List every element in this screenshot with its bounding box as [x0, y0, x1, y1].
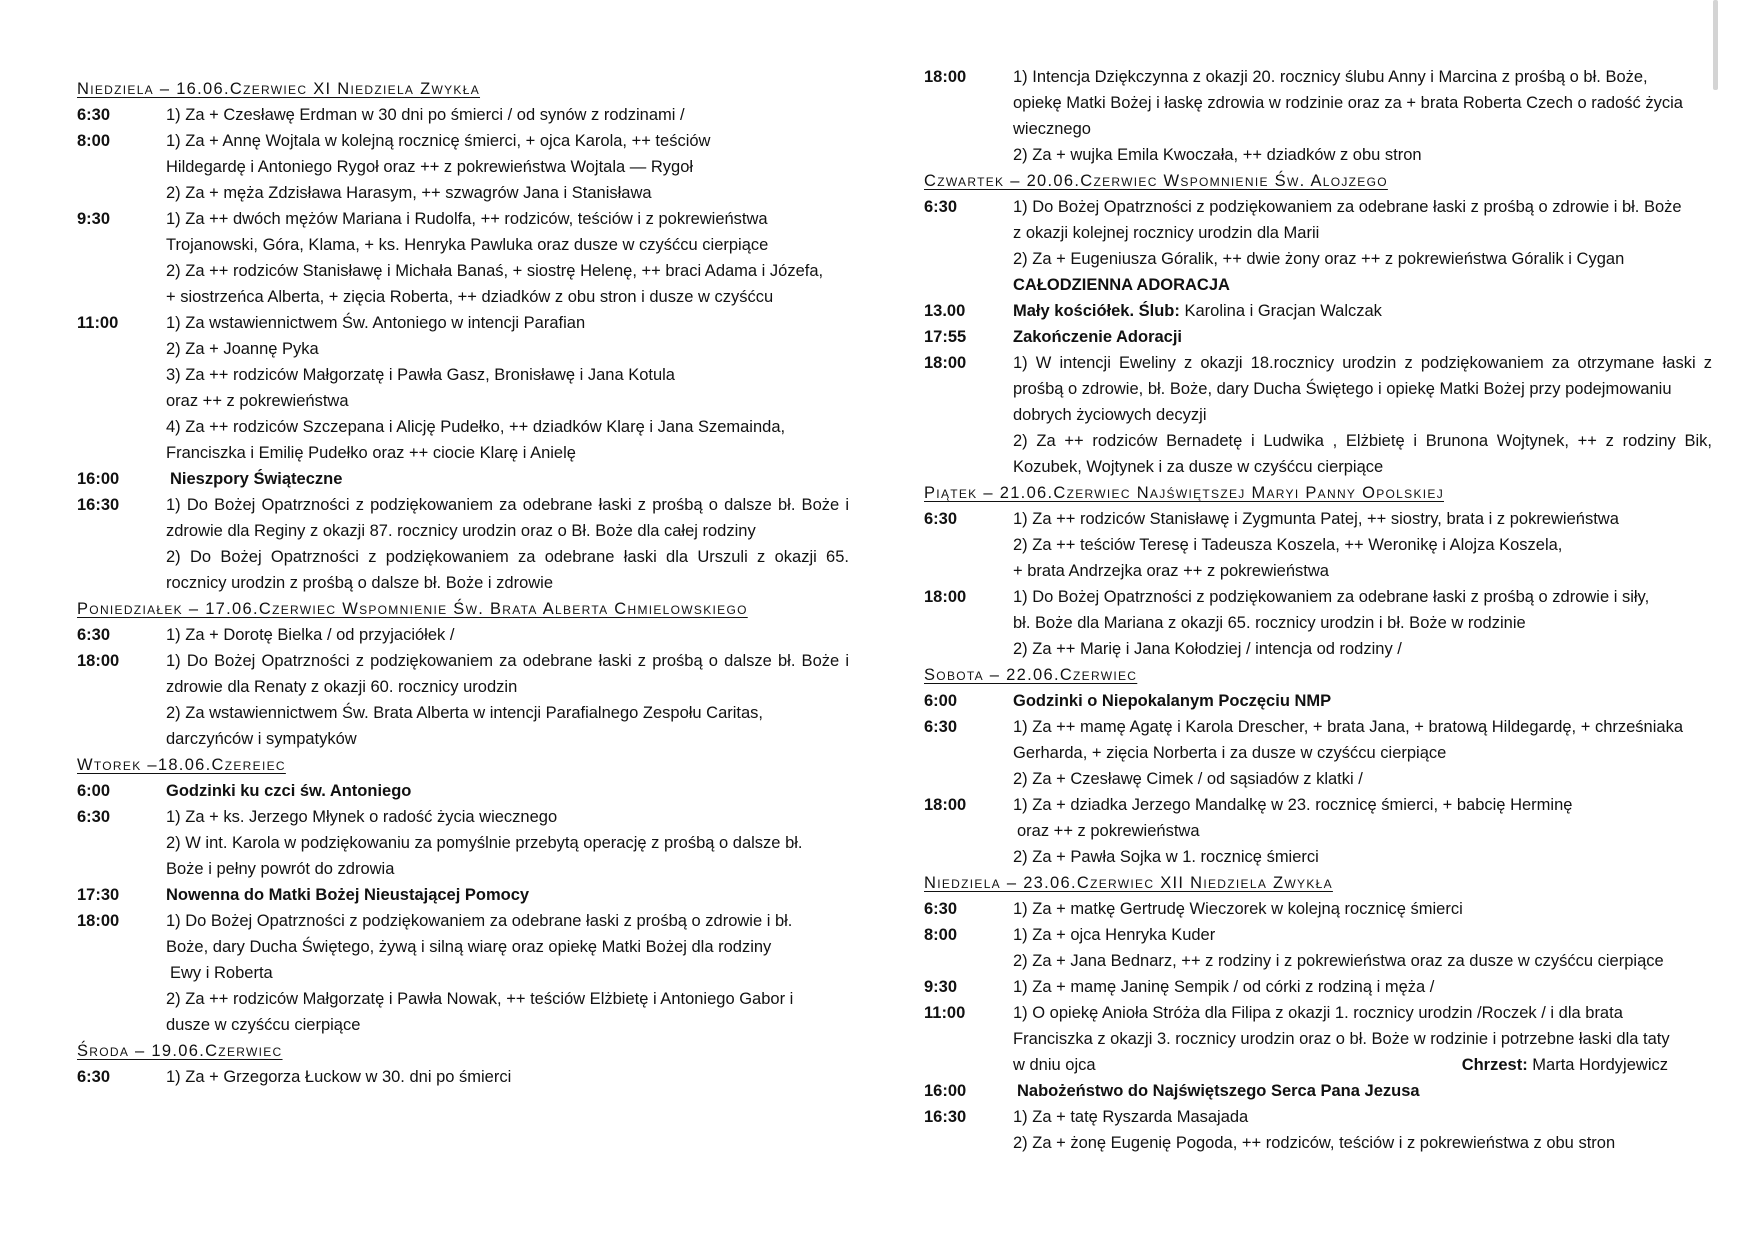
- day-header: Niedziela – 23.06.Czerwiec XII Niedziela Zwykła: [924, 874, 1333, 892]
- schedule-row: [77, 622, 849, 648]
- intention-line: 2) Za + Pawła Sojka w 1. rocznicę śmierci: [1013, 848, 1319, 866]
- intention-line: 2) Za ++ rodziców Stanisławę i Michała Banaś, + siostrę Helenę, ++ braci Adama i Józefa,: [166, 262, 824, 280]
- day-header: Poniedziałek – 17.06.Czerwiec Wspomnienie Św. Brata Alberta Chmielowskiego: [77, 600, 748, 618]
- event-label: Mały kościółek. Ślub:: [1013, 302, 1180, 320]
- intention-line: 1) Intencja Dziękczynna z okazji 20. rocznicy ślubu Anny i Marcina z prośbą o bł. Boże,: [1013, 68, 1648, 86]
- intention-line: prośbą o zdrowie, bł. Boże, dary Ducha Świętego i opiekę Matki Bożej przy podejmowaniu: [1013, 380, 1672, 398]
- mass-time: 11:00: [924, 1004, 966, 1022]
- day-header: Piątek – 21.06.Czerwiec Najświętszej Maryi Panny Opolskiej: [924, 484, 1444, 502]
- service-title: Godzinki ku czci św. Antoniego: [166, 782, 412, 800]
- intention-line: Hildegardę i Antoniego Rygoł oraz ++ z pokrewieństwa Wojtala — Rygoł: [166, 158, 694, 176]
- intention-line: 1) O opiekę Anioła Stróża dla Filipa z okazji 1. rocznicy urodzin /Roczek / i dla brata: [1013, 1004, 1623, 1022]
- intention-line: 1) Za ++ dwóch mężów Mariana i Rudolfa, ++ rodziców, teściów i z pokrewieństwa: [166, 210, 768, 228]
- baptism-note: [1462, 1052, 1668, 1078]
- intention-line: 2) Za + Joannę Pyka: [166, 340, 319, 358]
- intention-text: w dniu ojca: [1013, 1056, 1096, 1074]
- intention-line: Trojanowski, Góra, Klama, + ks. Henryka Pawluka oraz dusze w czyśćcu cierpiące: [166, 236, 769, 254]
- day-header: Sobota – 22.06.Czerwiec: [924, 666, 1138, 684]
- intention-line: 1) Za + matkę Gertrudę Wieczorek w kolejną rocznicę śmierci: [1013, 900, 1463, 918]
- intention-line: 2) Za + żonę Eugenię Pogoda, ++ rodziców, teściów i z pokrewieństwa z obu stron: [1013, 1134, 1616, 1152]
- service-title: Godzinki o Niepokalanym Poczęciu NMP: [1013, 692, 1332, 710]
- intention-line: Ewy i Roberta: [170, 964, 273, 982]
- mass-time: 8:00: [924, 926, 958, 944]
- schedule-row: [924, 974, 1712, 1000]
- intention-line: 1) W intencji Eweliny z okazji 18.rocznicy urodzin z podziękowaniem za otrzymane łaski z: [1013, 354, 1712, 372]
- intention-line: + brata Andrzejka oraz ++ z pokrewieństwa: [1013, 562, 1329, 580]
- intention-line: z okazji kolejnej rocznicy urodzin dla Marii: [1013, 224, 1320, 242]
- intention-line: 1) Do Bożej Opatrzności z podziękowaniem za odebrane łaski z prośbą o zdrowie i siły,: [1013, 588, 1650, 606]
- schedule-row: [924, 584, 1712, 662]
- day-header: Środa – 19.06.Czerwiec: [77, 1042, 283, 1060]
- schedule-row: [77, 1064, 849, 1090]
- service-title: Zakończenie Adoracji: [1013, 328, 1183, 346]
- mass-time: 17:30: [77, 886, 120, 904]
- mass-time: 6:30: [924, 510, 958, 528]
- intention-line: bł. Boże dla Mariana z okazji 65. rocznicy urodzin i bł. Boże w rodzinie: [1013, 614, 1526, 632]
- intention-line: 2) Za ++ teściów Teresę i Tadeusza Koszela, ++ Weronikę i Alojza Koszela,: [1013, 536, 1563, 554]
- intention-line: 1) Za + ojca Henryka Kuder: [1013, 926, 1216, 944]
- intention-line: 1) Za + Grzegorza Łuckow w 30. dni po śmierci: [166, 1068, 512, 1086]
- event-detail: Karolina i Gracjan Walczak: [1179, 302, 1382, 320]
- schedule-row: [77, 804, 849, 882]
- schedule-row: [77, 492, 849, 596]
- day-header: Wtorek –18.06.Czereiec: [77, 756, 286, 774]
- intention-line: wiecznego: [1013, 120, 1091, 138]
- mass-time: 18:00: [924, 354, 967, 372]
- intention-line: 1) Do Bożej Opatrzności z podziękowaniem za odebrane łaski z prośbą o zdrowie i bł.: [166, 912, 793, 930]
- intention-line: rocznicy urodzin z prośbą o dalsze bł. Boże i zdrowie: [166, 574, 554, 592]
- intention-line: 1) Za + dziadka Jerzego Mandalkę w 23. rocznicę śmierci, + babcię Herminę: [1013, 796, 1573, 814]
- intention-line: 2) W int. Karola w podziękowaniu za pomyślnie przebytą operację z prośbą o dalsze bł.: [166, 834, 803, 852]
- intention-line: oraz ++ z pokrewieństwa: [166, 392, 349, 410]
- intention-line: 1) Do Bożej Opatrzności z podziękowaniem za odebrane łaski z prośbą o dalsze bł. Boże i: [166, 496, 849, 514]
- event-detail: Marta Hordyjewicz: [1527, 1056, 1668, 1074]
- schedule-row: [924, 506, 1712, 584]
- mass-time: 6:30: [924, 900, 958, 918]
- intention-line: Franciszka z okazji 3. rocznicy urodzin oraz o bł. Boże w rodzinie i potrzebne łaski dla taty: [1013, 1030, 1670, 1048]
- mass-time: 6:30: [77, 626, 111, 644]
- mass-time: 11:00: [77, 314, 119, 332]
- intention-line: zdrowie dla Renaty z okazji 60. rocznicy urodzin: [166, 678, 518, 696]
- schedule-row: [924, 688, 1712, 714]
- intention-line: Kozubek, Wojtynek i za dusze w czyśćcu cierpiące: [1013, 458, 1384, 476]
- intention-line: 1) Za + Dorotę Bielka / od przyjaciółek /: [166, 626, 455, 644]
- intention-line: Boże i pełny powrót do zdrowia: [166, 860, 395, 878]
- service-title: Nieszpory Świąteczne: [170, 470, 343, 488]
- intention-line: Franciszka i Emilię Pudełko oraz ++ ciocie Klarę i Anielę: [166, 444, 576, 462]
- schedule-row: [924, 298, 1712, 324]
- intention-line: oraz ++ z pokrewieństwa: [1017, 822, 1200, 840]
- schedule-row: [924, 194, 1712, 298]
- mass-time: 18:00: [77, 652, 120, 670]
- mass-time: 18:00: [924, 588, 967, 606]
- intention-line: 1) Za + Czesławę Erdman w 30 dni po śmierci / od synów z rodzinami /: [166, 106, 685, 124]
- day-header: Niedziela – 16.06.Czerwiec XI Niedziela Zwykła: [77, 80, 481, 98]
- mass-time: 8:00: [77, 132, 111, 150]
- schedule-row: [924, 1078, 1712, 1104]
- day-section: [77, 1038, 849, 1090]
- intention-line: dobrych życiowych decyzji: [1013, 406, 1207, 424]
- intention-line: 2) Za wstawiennictwem Św. Brata Alberta w intencji Parafialnego Zespołu Caritas,: [166, 704, 764, 722]
- schedule-row: [924, 1000, 1712, 1078]
- schedule-row: [924, 792, 1712, 870]
- schedule-row: [924, 714, 1712, 792]
- intention-line: 1) Za + Annę Wojtala w kolejną rocznicę śmierci, + ojca Karola, ++ teściów: [166, 132, 711, 150]
- service-title: CAŁODZIENNA ADORACJA: [1013, 276, 1230, 294]
- intention-line: 2) Za + Jana Bednarz, ++ z rodziny i z pokrewieństwa oraz za dusze w czyśćcu cierpiące: [1013, 952, 1664, 970]
- intention-line: 1) Za + ks. Jerzego Młynek o radość życia wiecznego: [166, 808, 558, 826]
- mass-time: 9:30: [924, 978, 958, 996]
- intention-line: 4) Za ++ rodziców Szczepana i Alicję Pudełko, ++ dziadków Klarę i Jana Szemainda,: [166, 418, 786, 436]
- intention-line: 1) Za ++ mamę Agatę i Karola Drescher, + brata Jana, + bratową Hildegardę, + chrześniaka: [1013, 718, 1683, 736]
- schedule-row: [77, 648, 849, 752]
- schedule-row: [924, 896, 1712, 922]
- mass-time: 6:30: [77, 106, 111, 124]
- mass-time: 16:30: [924, 1108, 967, 1126]
- intention-line: Boże, dary Ducha Świętego, żywą i silną wiarę oraz opiekę Matki Bożej dla rodziny: [166, 938, 772, 956]
- mass-time: 17:55: [924, 328, 967, 346]
- intention-line: 1) Za + mamę Janinę Sempik / od córki z rodziną i męża /: [1013, 978, 1435, 996]
- intention-line: 1) Do Bożej Opatrzności z podziękowaniem za odebrane łaski z prośbą o dalsze bł. Boże i: [166, 652, 849, 670]
- intention-line: dusze w czyśćcu cierpiące: [166, 1016, 361, 1034]
- mass-time: 6:30: [924, 718, 958, 736]
- mass-time: 16:30: [77, 496, 120, 514]
- intention-line: 2) Za + Czesławę Cimek / od sąsiadów z klatki /: [1013, 770, 1363, 788]
- mass-time: 13.00: [924, 302, 966, 320]
- mass-time: 18:00: [77, 912, 120, 930]
- intention-line: 2) Za + Eugeniusza Góralik, ++ dwie żony oraz ++ z pokrewieństwa Góralik i Cygan: [1013, 250, 1625, 268]
- day-header: Czwartek – 20.06.Czerwiec Wspomnienie Św. Alojzego: [924, 172, 1388, 190]
- intention-line: 2) Za ++ Marię i Jana Kołodziej / intencja od rodziny /: [1013, 640, 1402, 658]
- day-section: [77, 76, 849, 596]
- intention-line: 2) Za ++ rodziców Małgorzatę i Pawła Nowak, ++ teściów Elżbietę i Antoniego Gabor i: [166, 990, 794, 1008]
- mass-time: 6:30: [77, 808, 111, 826]
- mass-time: 6:30: [77, 1068, 111, 1086]
- schedule-row: [924, 1104, 1712, 1156]
- schedule-row: [77, 102, 849, 128]
- mass-time: 18:00: [924, 796, 967, 814]
- mass-time: 9:30: [77, 210, 111, 228]
- intention-line: 1) Za wstawiennictwem Św. Antoniego w intencji Parafian: [166, 314, 586, 332]
- service-title: Nabożeństwo do Najświętszego Serca Pana Jezusa: [1017, 1082, 1420, 1100]
- day-section: [924, 168, 1712, 480]
- scrollbar[interactable]: [1713, 0, 1718, 90]
- schedule-row: [77, 882, 849, 908]
- mass-time: 16:00: [77, 470, 120, 488]
- intention-line: 1) Do Bożej Opatrzności z podziękowaniem za odebrane łaski z prośbą o zdrowie i bł. Boże: [1013, 198, 1682, 216]
- intention-line: 1) Za ++ rodziców Stanisławę i Zygmunta Patej, ++ siostry, brata i z pokrewieństwa: [1013, 510, 1619, 528]
- intention-line: 2) Za ++ rodziców Bernadetę i Ludwika , Elżbietę i Brunona Wojtynek, ++ z rodziny Bik,: [1013, 432, 1712, 450]
- intention-line: 2) Za + wujka Emila Kwoczała, ++ dziadków z obu stron: [1013, 146, 1422, 164]
- day-section: [924, 480, 1712, 662]
- intention-line: 2) Do Bożej Opatrzności z podziękowaniem za odebrane łaski dla Urszuli z okazji 65.: [166, 548, 849, 566]
- schedule-row: [77, 466, 849, 492]
- intention-line: [1013, 298, 1712, 324]
- mass-time: 6:30: [924, 198, 958, 216]
- intention-line: + siostrzeńca Alberta, + zięcia Roberta, ++ dziadków z obu stron i dusze w czyśćcu: [166, 288, 774, 306]
- schedule-row: [77, 908, 849, 1038]
- right-column: [924, 0, 1712, 1156]
- event-label: Chrzest:: [1461, 1056, 1528, 1074]
- mass-time: 16:00: [924, 1082, 967, 1100]
- schedule-row: [77, 778, 849, 804]
- mass-time: 6:00: [77, 782, 111, 800]
- day-section: [77, 752, 849, 1038]
- schedule-row: [77, 128, 849, 206]
- intention-line: opiekę Matki Bożej i łaskę zdrowia w rodzinie oraz za + brata Roberta Czech o radość życia: [1013, 94, 1683, 112]
- intention-line: 2) Za + męża Zdzisława Harasym, ++ szwagrów Jana i Stanisława: [166, 184, 652, 202]
- schedule-row: [77, 206, 849, 310]
- intention-line: 1) Za + tatę Ryszarda Masajada: [1013, 1108, 1249, 1126]
- schedule-row: [924, 922, 1712, 974]
- service-title: Nowenna do Matki Bożej Nieustającej Pomocy: [166, 886, 530, 904]
- intention-line: zdrowie dla Reginy z okazji 87. rocznicy urodzin oraz o Bł. Boże dla całej rodziny: [166, 522, 756, 540]
- intention-line: [1013, 1052, 1712, 1078]
- schedule-row: [924, 350, 1712, 480]
- schedule-row: [924, 64, 1712, 168]
- schedule-row: [77, 310, 849, 466]
- left-column: [77, 0, 849, 1090]
- mass-time: 18:00: [924, 68, 967, 86]
- mass-time: 6:00: [924, 692, 958, 710]
- intention-line: 3) Za ++ rodziców Małgorzatę i Pawła Gasz, Bronisławę i Jana Kotula: [166, 366, 675, 384]
- intention-line: Gerharda, + zięcia Norberta i za dusze w czyśćcu cierpiące: [1013, 744, 1447, 762]
- day-section: [924, 662, 1712, 870]
- intention-line: darczyńców i sympatyków: [166, 730, 357, 748]
- day-section: [924, 870, 1712, 1156]
- day-section: [77, 596, 849, 752]
- schedule-row: [924, 324, 1712, 350]
